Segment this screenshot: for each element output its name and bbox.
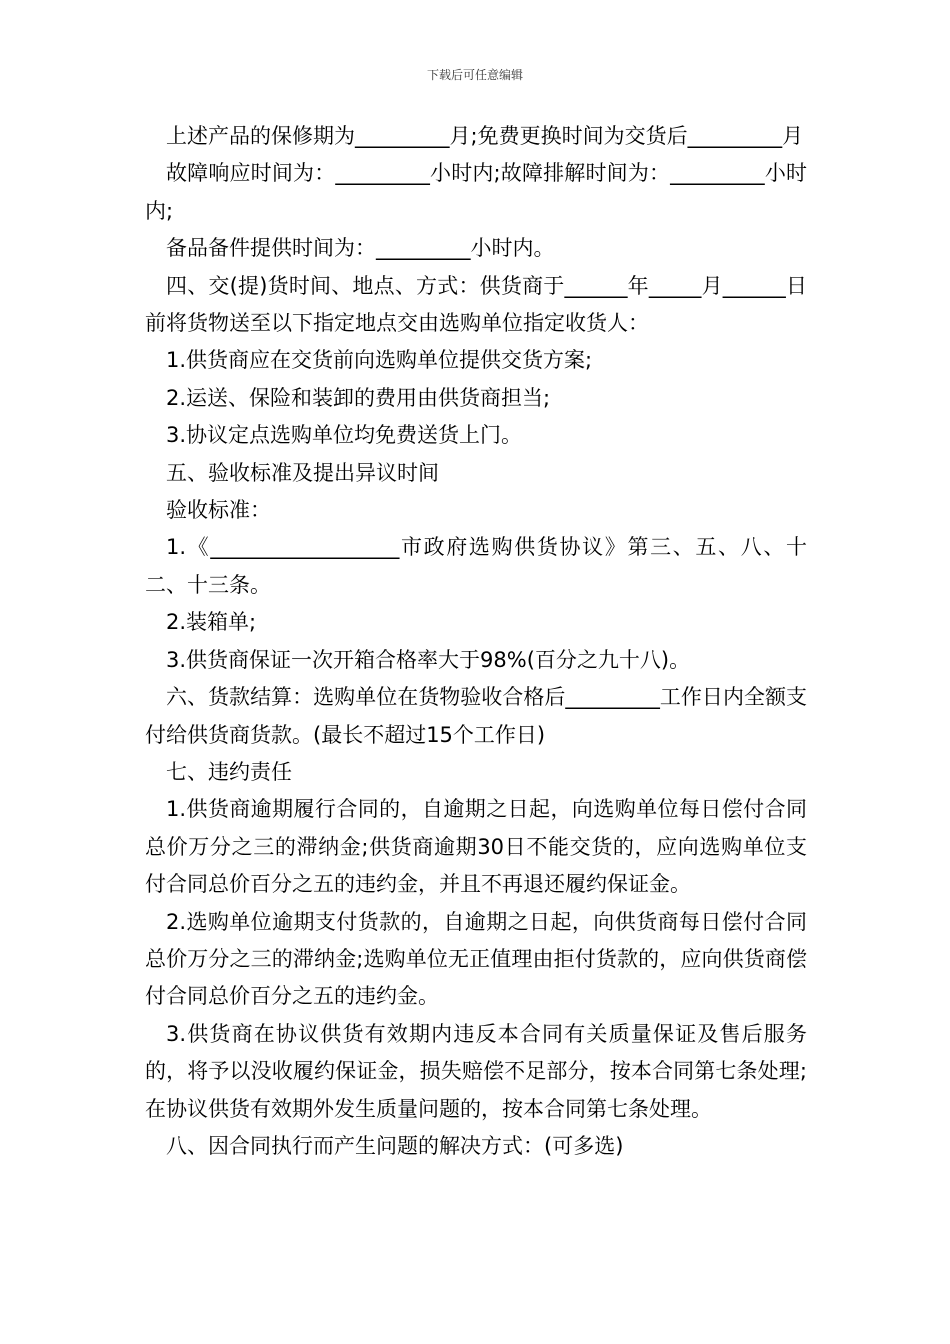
page-header: 下载后可任意编辑	[426, 68, 523, 82]
paragraph-fault-response: 故障响应时间为：_________小时内;故障排解时间为：_________小时内;	[145, 161, 807, 223]
paragraph-warranty-period: 上述产品的保修期为_________月;免费更换时间为交货后_________月	[166, 124, 804, 148]
section-5-heading: 五、验收标准及提出异议时间	[166, 460, 439, 485]
liability-item-3: 3.供货商在协议供货有效期内违反本合同有关质量保证及售后服务的，将予以没收履约保证金，损失赔偿不足部分，按本合同第七条处理;在协议供货有效期外发生质量问题的，按本合同第七条处理。	[145, 1021, 807, 1121]
delivery-item-3: 3.协议定点选购单位均免费送货上门。	[166, 423, 523, 448]
delivery-item-2: 2.运送、保险和装卸的费用由供货商担当;	[166, 385, 551, 410]
section-7-heading: 七、违约责任	[166, 759, 292, 784]
delivery-item-1: 1.供货商应在交货前向选购单位提供交货方案;	[166, 348, 593, 373]
section-6-payment: 六、货款结算：选购单位在货物验收合格后_________工作日内全额支付给供货商货款。(最长不超过15个工作日)	[145, 685, 807, 747]
liability-item-1: 1.供货商逾期履行合同的，自逾期之日起，向选购单位每日偿付合同总价万分之三的滞纳金;供货商逾期30日不能交货的，应向选购单位支付合同总价百分之五的违约金，并且不再退还履约保证金。	[145, 797, 807, 897]
acceptance-item-3: 3.供货商保证一次开箱合格率大于98%(百分之九十八)。	[166, 647, 691, 672]
document-body	[145, 118, 807, 1165]
acceptance-item-1: 1.《__________________市政府选购供货协议》第三、五、八、十二、十三条。	[145, 535, 807, 597]
paragraph-spare-parts: 备品备件提供时间为：_________小时内。	[166, 236, 555, 261]
liability-item-2: 2.选购单位逾期支付货款的，自逾期之日起，向供货商每日偿付合同总价万分之三的滞纳金;选购单位无正值理由拒付货款的，应向供货商偿付合同总价百分之五的违约金。	[145, 909, 807, 1009]
section-8-heading: 八、因合同执行而产生问题的解决方式：(可多选)	[166, 1133, 624, 1158]
acceptance-standard-label: 验收标准：	[166, 498, 271, 523]
acceptance-item-2: 2.装箱单;	[166, 610, 257, 635]
section-4-delivery: 四、交(提)货时间、地点、方式：供货商于______年_____月______日前将货物送至以下指定地点交由选购单位指定收货人：	[145, 273, 807, 336]
